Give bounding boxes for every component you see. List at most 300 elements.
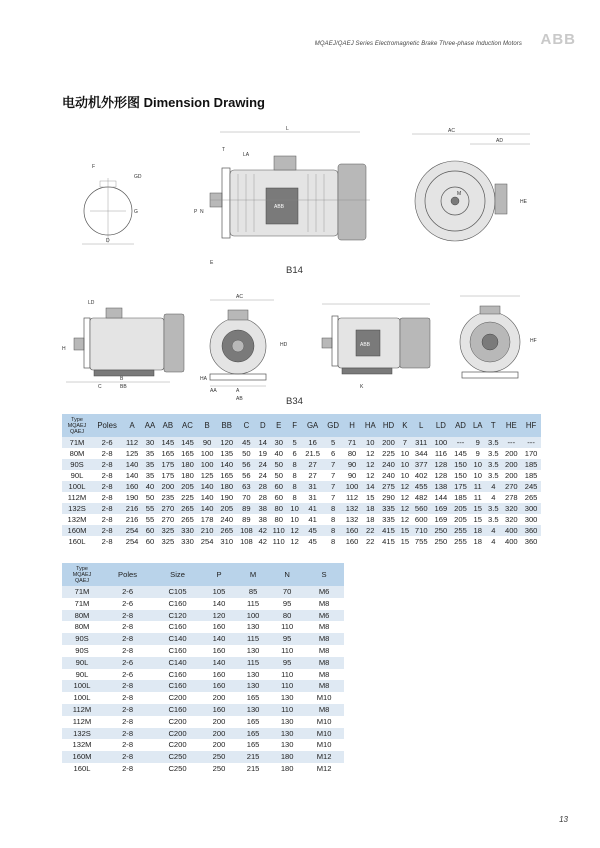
table-cell: 240	[379, 459, 399, 470]
table-cell: 2-8	[92, 448, 122, 459]
dim-a-label: A	[236, 388, 240, 394]
table-cell: 169	[431, 514, 451, 525]
table-cell: 8	[324, 503, 342, 514]
column-header: HF	[521, 414, 541, 437]
table-cell: 2-8	[92, 514, 122, 525]
table-row	[62, 633, 344, 645]
table-cell: 38	[256, 503, 269, 514]
column-header: S	[304, 563, 344, 586]
column-header: P	[202, 563, 236, 586]
table-cell: 300	[521, 503, 541, 514]
dim-l-label: L	[286, 126, 289, 132]
table-cell: 2-8	[92, 492, 122, 503]
table-cell: 6	[324, 448, 342, 459]
table-cell: 115	[236, 633, 270, 645]
table-cell: 35	[142, 448, 158, 459]
table-cell: 41	[301, 514, 324, 525]
table-cell: 455	[411, 481, 431, 492]
table-cell: 45	[301, 536, 324, 547]
table-cell: 8	[324, 525, 342, 536]
table-row	[62, 598, 344, 610]
table-cell: 50	[269, 459, 288, 470]
table-cell: 70	[237, 492, 257, 503]
table-cell: 27	[301, 470, 324, 481]
table-cell: C105	[153, 586, 202, 598]
table-cell: 60	[142, 536, 158, 547]
table-cell: 12	[288, 536, 301, 547]
table-cell: 100	[342, 481, 362, 492]
table-cell: 14	[362, 481, 379, 492]
table-cell: M8	[304, 704, 344, 716]
table-cell: 30	[269, 437, 288, 448]
dimension-table-header-row	[62, 414, 541, 437]
table-cell: 112	[342, 492, 362, 503]
page-number: 13	[559, 815, 568, 824]
table-cell: 140	[122, 470, 142, 481]
table-cell: 180	[217, 481, 237, 492]
table-cell: 130	[236, 680, 270, 692]
table-cell: 30	[142, 437, 158, 448]
table-cell: ---	[502, 437, 522, 448]
table-cell: 254	[197, 536, 217, 547]
column-header: L	[411, 414, 431, 437]
table-cell: 12	[362, 470, 379, 481]
table-cell: C160	[153, 680, 202, 692]
table-cell: 8	[288, 459, 301, 470]
table-cell: 245	[521, 481, 541, 492]
dim-ac-label: AC	[448, 128, 455, 134]
table-row	[62, 669, 344, 681]
table-cell: 235	[158, 492, 178, 503]
table-cell: C160	[153, 621, 202, 633]
table-row	[62, 503, 541, 514]
dim-h-label: H	[62, 346, 66, 352]
table-cell: 169	[431, 503, 451, 514]
table-cell: 190	[122, 492, 142, 503]
table-cell: 24	[256, 470, 269, 481]
table-cell: 15	[470, 503, 485, 514]
column-header: AA	[142, 414, 158, 437]
dim-he-label: HE	[520, 199, 527, 205]
column-header: M	[236, 563, 270, 586]
abb-logo: ABB	[540, 31, 576, 48]
table-cell: 10	[362, 437, 379, 448]
table-cell: 130	[236, 645, 270, 657]
table-cell: 8	[324, 514, 342, 525]
table-row	[62, 586, 344, 598]
type-cell: 100L	[62, 692, 102, 704]
table-cell: 110	[270, 704, 304, 716]
table-row	[62, 680, 344, 692]
table-cell: M12	[304, 763, 344, 775]
column-header: Poles	[92, 414, 122, 437]
table-cell: 145	[158, 437, 178, 448]
column-header: BB	[217, 414, 237, 437]
table-cell: 265	[178, 514, 198, 525]
b34-abb-plate: ABB	[360, 342, 371, 348]
table-cell: 330	[178, 525, 198, 536]
table-cell: 130	[236, 621, 270, 633]
table-cell: 2-8	[102, 739, 153, 751]
dim-t-label: T	[222, 147, 226, 153]
table-cell: M10	[304, 716, 344, 728]
table-cell: C160	[153, 669, 202, 681]
table-row	[62, 621, 344, 633]
table-cell: 3.5	[485, 448, 501, 459]
table-cell: 112	[122, 437, 142, 448]
table-cell: 8	[288, 492, 301, 503]
table-cell: 18	[362, 514, 379, 525]
table-cell: 200	[502, 448, 522, 459]
table-cell: 215	[236, 763, 270, 775]
table-row	[62, 751, 344, 763]
type-cell: 80M	[62, 610, 102, 622]
table-cell: M10	[304, 739, 344, 751]
table-cell: 255	[451, 536, 471, 547]
column-header: C	[237, 414, 257, 437]
table-cell: 95	[270, 657, 304, 669]
table-cell: 140	[202, 598, 236, 610]
column-header: HA	[362, 414, 379, 437]
table-cell: 2-8	[102, 704, 153, 716]
type-cell: 132M	[62, 514, 92, 525]
table-cell: 11	[470, 492, 485, 503]
table-cell: 278	[502, 492, 522, 503]
table-cell: 160	[202, 680, 236, 692]
table-cell: 150	[451, 470, 471, 481]
table-cell: 2-8	[102, 645, 153, 657]
table-cell: 138	[431, 481, 451, 492]
page-title: 电动机外形图 Dimension Drawing	[62, 95, 265, 110]
table-cell: 6	[288, 448, 301, 459]
column-header: K	[398, 414, 411, 437]
table-cell: 10	[398, 448, 411, 459]
table-cell: 165	[178, 448, 198, 459]
table-cell: 265	[521, 492, 541, 503]
dim-ad-label: AD	[496, 138, 503, 144]
table-cell: 90	[342, 470, 362, 481]
table-cell: 130	[270, 716, 304, 728]
table-cell: 225	[379, 448, 399, 459]
table-cell: 190	[217, 492, 237, 503]
table-row	[62, 763, 344, 775]
table-cell: 28	[256, 481, 269, 492]
table-cell: 200	[158, 481, 178, 492]
table-cell: 2-8	[102, 621, 153, 633]
table-cell: 160	[202, 645, 236, 657]
table-cell: 55	[142, 503, 158, 514]
table-cell: 60	[269, 492, 288, 503]
table-row	[62, 645, 344, 657]
table-cell: ---	[521, 437, 541, 448]
table-cell: 50	[237, 448, 257, 459]
table-cell: 2-6	[102, 598, 153, 610]
table-cell: 41	[301, 503, 324, 514]
table-cell: 175	[158, 470, 178, 481]
table-cell: C200	[153, 728, 202, 740]
table-cell: 170	[521, 448, 541, 459]
type-cell: 71M	[62, 586, 102, 598]
table-cell: 95	[270, 633, 304, 645]
dimension-table	[62, 414, 541, 547]
column-header: LA	[470, 414, 485, 437]
dim-d-label: D	[106, 238, 110, 244]
table-cell: 180	[270, 751, 304, 763]
table-cell: 10	[398, 470, 411, 481]
table-row	[62, 739, 344, 751]
table-cell: 12	[362, 448, 379, 459]
drawings-svg	[60, 118, 540, 408]
table-cell: 200	[502, 459, 522, 470]
table-cell: 18	[362, 503, 379, 514]
table-cell: 311	[411, 437, 431, 448]
table-row	[62, 610, 344, 622]
table-cell: 240	[379, 470, 399, 481]
table-cell: C120	[153, 610, 202, 622]
type-cell: 160L	[62, 536, 92, 547]
table-cell: 180	[178, 470, 198, 481]
table-cell: 42	[256, 525, 269, 536]
shaft-end-view-drawing	[82, 164, 142, 244]
table-cell: 2-8	[102, 763, 153, 775]
table-cell: 5	[288, 437, 301, 448]
table-row	[62, 716, 344, 728]
table-cell: 108	[237, 536, 257, 547]
column-header: Size	[153, 563, 202, 586]
table-cell: 15	[470, 514, 485, 525]
table-cell: M10	[304, 728, 344, 740]
table-row	[62, 657, 344, 669]
table-cell: 100	[236, 610, 270, 622]
table-cell: 415	[379, 525, 399, 536]
table-cell: M8	[304, 657, 344, 669]
type-cell: 71M	[62, 437, 92, 448]
table-cell: 2-8	[102, 680, 153, 692]
table-cell: 35	[142, 470, 158, 481]
table-cell: 330	[178, 536, 198, 547]
table-cell: 10	[288, 503, 301, 514]
table-cell: 31	[301, 481, 324, 492]
b34-flange-side-view-drawing	[322, 304, 430, 390]
table-cell: 15	[362, 492, 379, 503]
dim-gd-label: GD	[134, 174, 142, 180]
flange-table-header-row	[62, 563, 344, 586]
table-cell: C140	[153, 633, 202, 645]
table-cell: 200	[202, 692, 236, 704]
table-cell: 135	[217, 448, 237, 459]
dim-ha-label: HA	[200, 376, 207, 382]
table-cell: 7	[324, 470, 342, 481]
table-cell: 2-8	[92, 503, 122, 514]
table-cell: 10	[470, 470, 485, 481]
type-cell: 71M	[62, 598, 102, 610]
table-cell: 150	[451, 459, 471, 470]
table-cell: 165	[236, 692, 270, 704]
table-cell: C160	[153, 704, 202, 716]
table-cell: 7	[324, 481, 342, 492]
dim-hf-label: HF	[530, 338, 537, 344]
type-cell: 90L	[62, 669, 102, 681]
table-cell: 130	[270, 739, 304, 751]
table-cell: 24	[256, 459, 269, 470]
table-cell: 8	[288, 481, 301, 492]
table-cell: 216	[122, 503, 142, 514]
table-cell: 175	[158, 459, 178, 470]
dim-ab-label: AB	[236, 396, 243, 402]
type-cell: 80M	[62, 621, 102, 633]
type-header: Type MQAEJ QAEJ	[62, 563, 102, 586]
table-cell: 4	[485, 525, 501, 536]
table-cell: 12	[398, 492, 411, 503]
table-cell: 132	[342, 503, 362, 514]
table-cell: 4	[485, 492, 501, 503]
dim-aa-label: AA	[210, 388, 217, 394]
dim-f-label: F	[92, 164, 96, 170]
table-cell: 71	[342, 437, 362, 448]
table-cell: 255	[451, 525, 471, 536]
table-cell: 10	[288, 514, 301, 525]
table-cell: 240	[217, 514, 237, 525]
dim-m-label: M	[457, 191, 462, 197]
table-cell: 254	[122, 525, 142, 536]
table-cell: 145	[178, 437, 198, 448]
table-cell: 2-8	[102, 751, 153, 763]
table-cell: 7	[324, 492, 342, 503]
table-cell: 2-8	[102, 610, 153, 622]
table-cell: 275	[379, 481, 399, 492]
table-cell: 320	[502, 503, 522, 514]
table-cell: 7	[324, 459, 342, 470]
table-cell: 110	[270, 680, 304, 692]
table-cell: 3.5	[485, 459, 501, 470]
table-cell: 165	[217, 470, 237, 481]
table-cell: 12	[398, 514, 411, 525]
table-cell: 2-8	[92, 459, 122, 470]
table-cell: 2-8	[102, 716, 153, 728]
table-cell: 180	[270, 763, 304, 775]
table-cell: 2-8	[102, 692, 153, 704]
table-cell: M8	[304, 598, 344, 610]
column-header: Poles	[102, 563, 153, 586]
table-cell: M8	[304, 645, 344, 657]
header-series-text: MQAEJ/QAEJ Series Electromagnetic Brake Three-phase Induction Motors	[314, 41, 522, 47]
table-row	[62, 437, 541, 448]
dimension-drawings	[60, 118, 540, 408]
table-cell: 270	[158, 503, 178, 514]
table-cell: 40	[269, 448, 288, 459]
table-cell: M8	[304, 621, 344, 633]
table-cell: 8	[288, 470, 301, 481]
table-cell: 200	[202, 716, 236, 728]
type-cell: 112M	[62, 704, 102, 716]
table-cell: 15	[398, 536, 411, 547]
table-cell: M8	[304, 633, 344, 645]
table-cell: 402	[411, 470, 431, 481]
table-cell: 290	[379, 492, 399, 503]
table-cell: 80	[270, 610, 304, 622]
table-cell: 120	[202, 610, 236, 622]
table-cell: 10	[398, 459, 411, 470]
table-cell: 185	[521, 470, 541, 481]
table-cell: 2-6	[102, 657, 153, 669]
table-cell: 130	[270, 692, 304, 704]
table-cell: 89	[237, 514, 257, 525]
table-cell: 31	[301, 492, 324, 503]
column-header: HD	[379, 414, 399, 437]
table-cell: 250	[431, 525, 451, 536]
table-cell: 110	[270, 645, 304, 657]
table-cell: 56	[237, 459, 257, 470]
table-cell: 21.5	[301, 448, 324, 459]
table-row	[62, 728, 344, 740]
type-header: Type MQAEJ QAEJ	[62, 414, 92, 437]
table-cell: M12	[304, 751, 344, 763]
table-cell: 140	[122, 459, 142, 470]
column-header: AD	[451, 414, 471, 437]
column-header: HE	[502, 414, 522, 437]
table-cell: 270	[502, 481, 522, 492]
table-cell: 320	[502, 514, 522, 525]
table-cell: 185	[521, 459, 541, 470]
table-cell: 2-8	[92, 536, 122, 547]
table-cell: 140	[202, 633, 236, 645]
table-cell: 27	[301, 459, 324, 470]
dim-bb-label: BB	[120, 384, 127, 390]
table-cell: 38	[256, 514, 269, 525]
table-cell: 110	[269, 536, 288, 547]
type-cell: 90S	[62, 645, 102, 657]
table-cell: 250	[202, 751, 236, 763]
table-cell: M10	[304, 692, 344, 704]
table-cell: 10	[470, 459, 485, 470]
b34-flange-front-view-drawing	[460, 296, 537, 378]
table-cell: 42	[256, 536, 269, 547]
dim-n-label: N	[200, 209, 204, 215]
table-cell: 130	[270, 728, 304, 740]
table-cell: 3.5	[485, 437, 501, 448]
table-cell: 22	[362, 536, 379, 547]
table-cell: 115	[236, 598, 270, 610]
table-cell: 2-8	[102, 728, 153, 740]
table-cell: 265	[217, 525, 237, 536]
table-cell: 9	[470, 437, 485, 448]
table-cell: 265	[178, 503, 198, 514]
table-cell: 22	[362, 525, 379, 536]
dim-hd-label: HD	[280, 342, 288, 348]
table-cell: 254	[122, 536, 142, 547]
b34-side-view-drawing	[62, 300, 184, 390]
column-header: E	[269, 414, 288, 437]
table-cell: 205	[451, 514, 471, 525]
type-cell: 132M	[62, 739, 102, 751]
table-cell: 225	[178, 492, 198, 503]
table-cell: 160	[202, 704, 236, 716]
table-cell: 100	[197, 459, 217, 470]
table-cell: 325	[158, 536, 178, 547]
column-header: H	[342, 414, 362, 437]
dim-ld-label: LD	[88, 300, 95, 306]
table-cell: 600	[411, 514, 431, 525]
column-header: T	[485, 414, 501, 437]
b34-label: B34	[286, 396, 303, 407]
dim-ac-label-b34: AC	[236, 294, 243, 300]
table-cell: 110	[269, 525, 288, 536]
table-cell: 400	[502, 536, 522, 547]
table-row	[62, 448, 541, 459]
type-cell: 112M	[62, 492, 92, 503]
table-cell: 140	[197, 492, 217, 503]
table-cell: 85	[236, 586, 270, 598]
